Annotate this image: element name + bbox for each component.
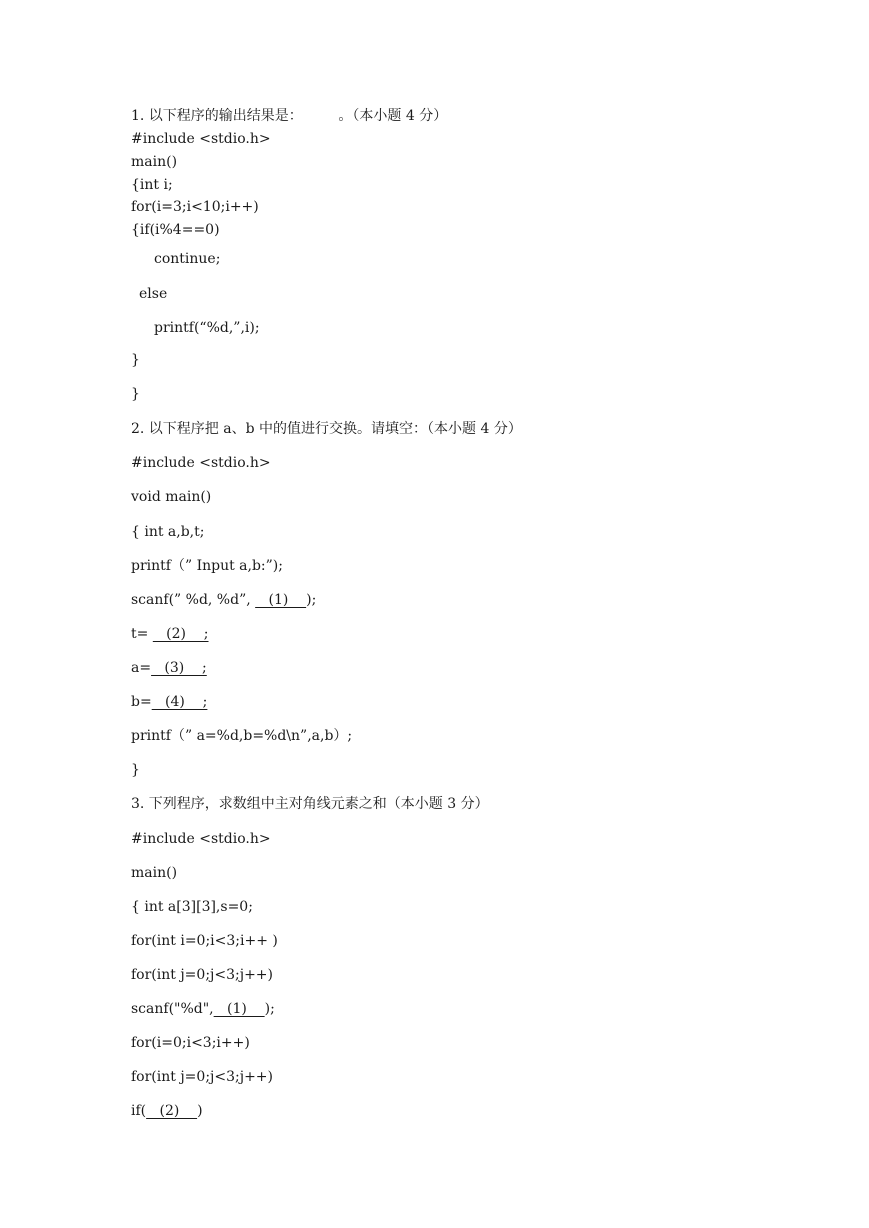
code-text: if( bbox=[131, 1103, 147, 1119]
code-line: { int a,b,t; bbox=[131, 524, 205, 540]
code-line: printf(“%d,”,i); bbox=[154, 320, 260, 336]
code-text: ) bbox=[197, 1103, 203, 1119]
fill-blank-1: (1) bbox=[255, 592, 307, 608]
code-text: scanf(” %d, %d”, bbox=[131, 592, 256, 608]
code-line: else bbox=[139, 286, 168, 302]
code-line: continue; bbox=[154, 251, 221, 267]
question-1-title: 1. 以下程序的输出结果是： 。（本小题 4 分） bbox=[131, 108, 448, 124]
code-line: printf（” Input a,b:”); bbox=[131, 558, 283, 574]
fill-blank-3: (3) ; bbox=[151, 660, 207, 676]
code-line-scanf bbox=[131, 591, 316, 609]
code-line: #include <stdio.h> bbox=[131, 831, 271, 847]
code-line: #include <stdio.h> bbox=[131, 131, 271, 147]
code-line: {int i; bbox=[131, 177, 173, 193]
code-line: {if(i%4==0) bbox=[131, 222, 220, 238]
code-line: printf（” a=%d,b=%d\n”,a,b）; bbox=[131, 728, 353, 744]
code-line: void main() bbox=[131, 489, 212, 505]
code-text: ); bbox=[306, 592, 317, 608]
code-line-b bbox=[131, 693, 207, 711]
code-text: scanf("%d", bbox=[131, 1001, 214, 1017]
question-3-title: 3. 下列程序，求数组中主对角线元素之和（本小题 3 分） bbox=[131, 796, 489, 812]
code-line: } bbox=[131, 762, 140, 778]
question-2-title: 2. 以下程序把 a、b 中的值进行交换。请填空：（本小题 4 分） bbox=[131, 421, 522, 437]
code-line: } bbox=[131, 386, 140, 402]
code-line: #include <stdio.h> bbox=[131, 455, 271, 471]
code-line: for(int j=0;j<3;j++) bbox=[131, 1069, 273, 1085]
code-line-a bbox=[131, 659, 207, 677]
fill-blank-4: (4) ; bbox=[151, 694, 208, 710]
code-line: main() bbox=[131, 865, 178, 881]
fill-blank-2: (2) ; bbox=[152, 626, 209, 642]
code-line: } bbox=[131, 352, 140, 368]
code-line: for(i=3;i<10;i++) bbox=[131, 199, 259, 215]
code-text: a= bbox=[131, 660, 152, 676]
fill-blank-1: (1) bbox=[213, 1001, 265, 1017]
code-line: for(i=0;i<3;i++) bbox=[131, 1035, 250, 1051]
code-text: b= bbox=[131, 694, 152, 710]
code-line: for(int j=0;j<3;j++) bbox=[131, 967, 273, 983]
code-line: for(int i=0;i<3;i++ ) bbox=[131, 933, 278, 949]
code-line: main() bbox=[131, 154, 178, 170]
code-text: t= bbox=[131, 626, 153, 642]
code-text: ); bbox=[264, 1001, 275, 1017]
fill-blank-2: (2) bbox=[146, 1103, 198, 1119]
code-line: { int a[3][3],s=0; bbox=[131, 899, 253, 915]
code-line-t bbox=[131, 625, 209, 643]
code-line-if bbox=[131, 1102, 203, 1120]
code-line-scanf bbox=[131, 1000, 275, 1018]
